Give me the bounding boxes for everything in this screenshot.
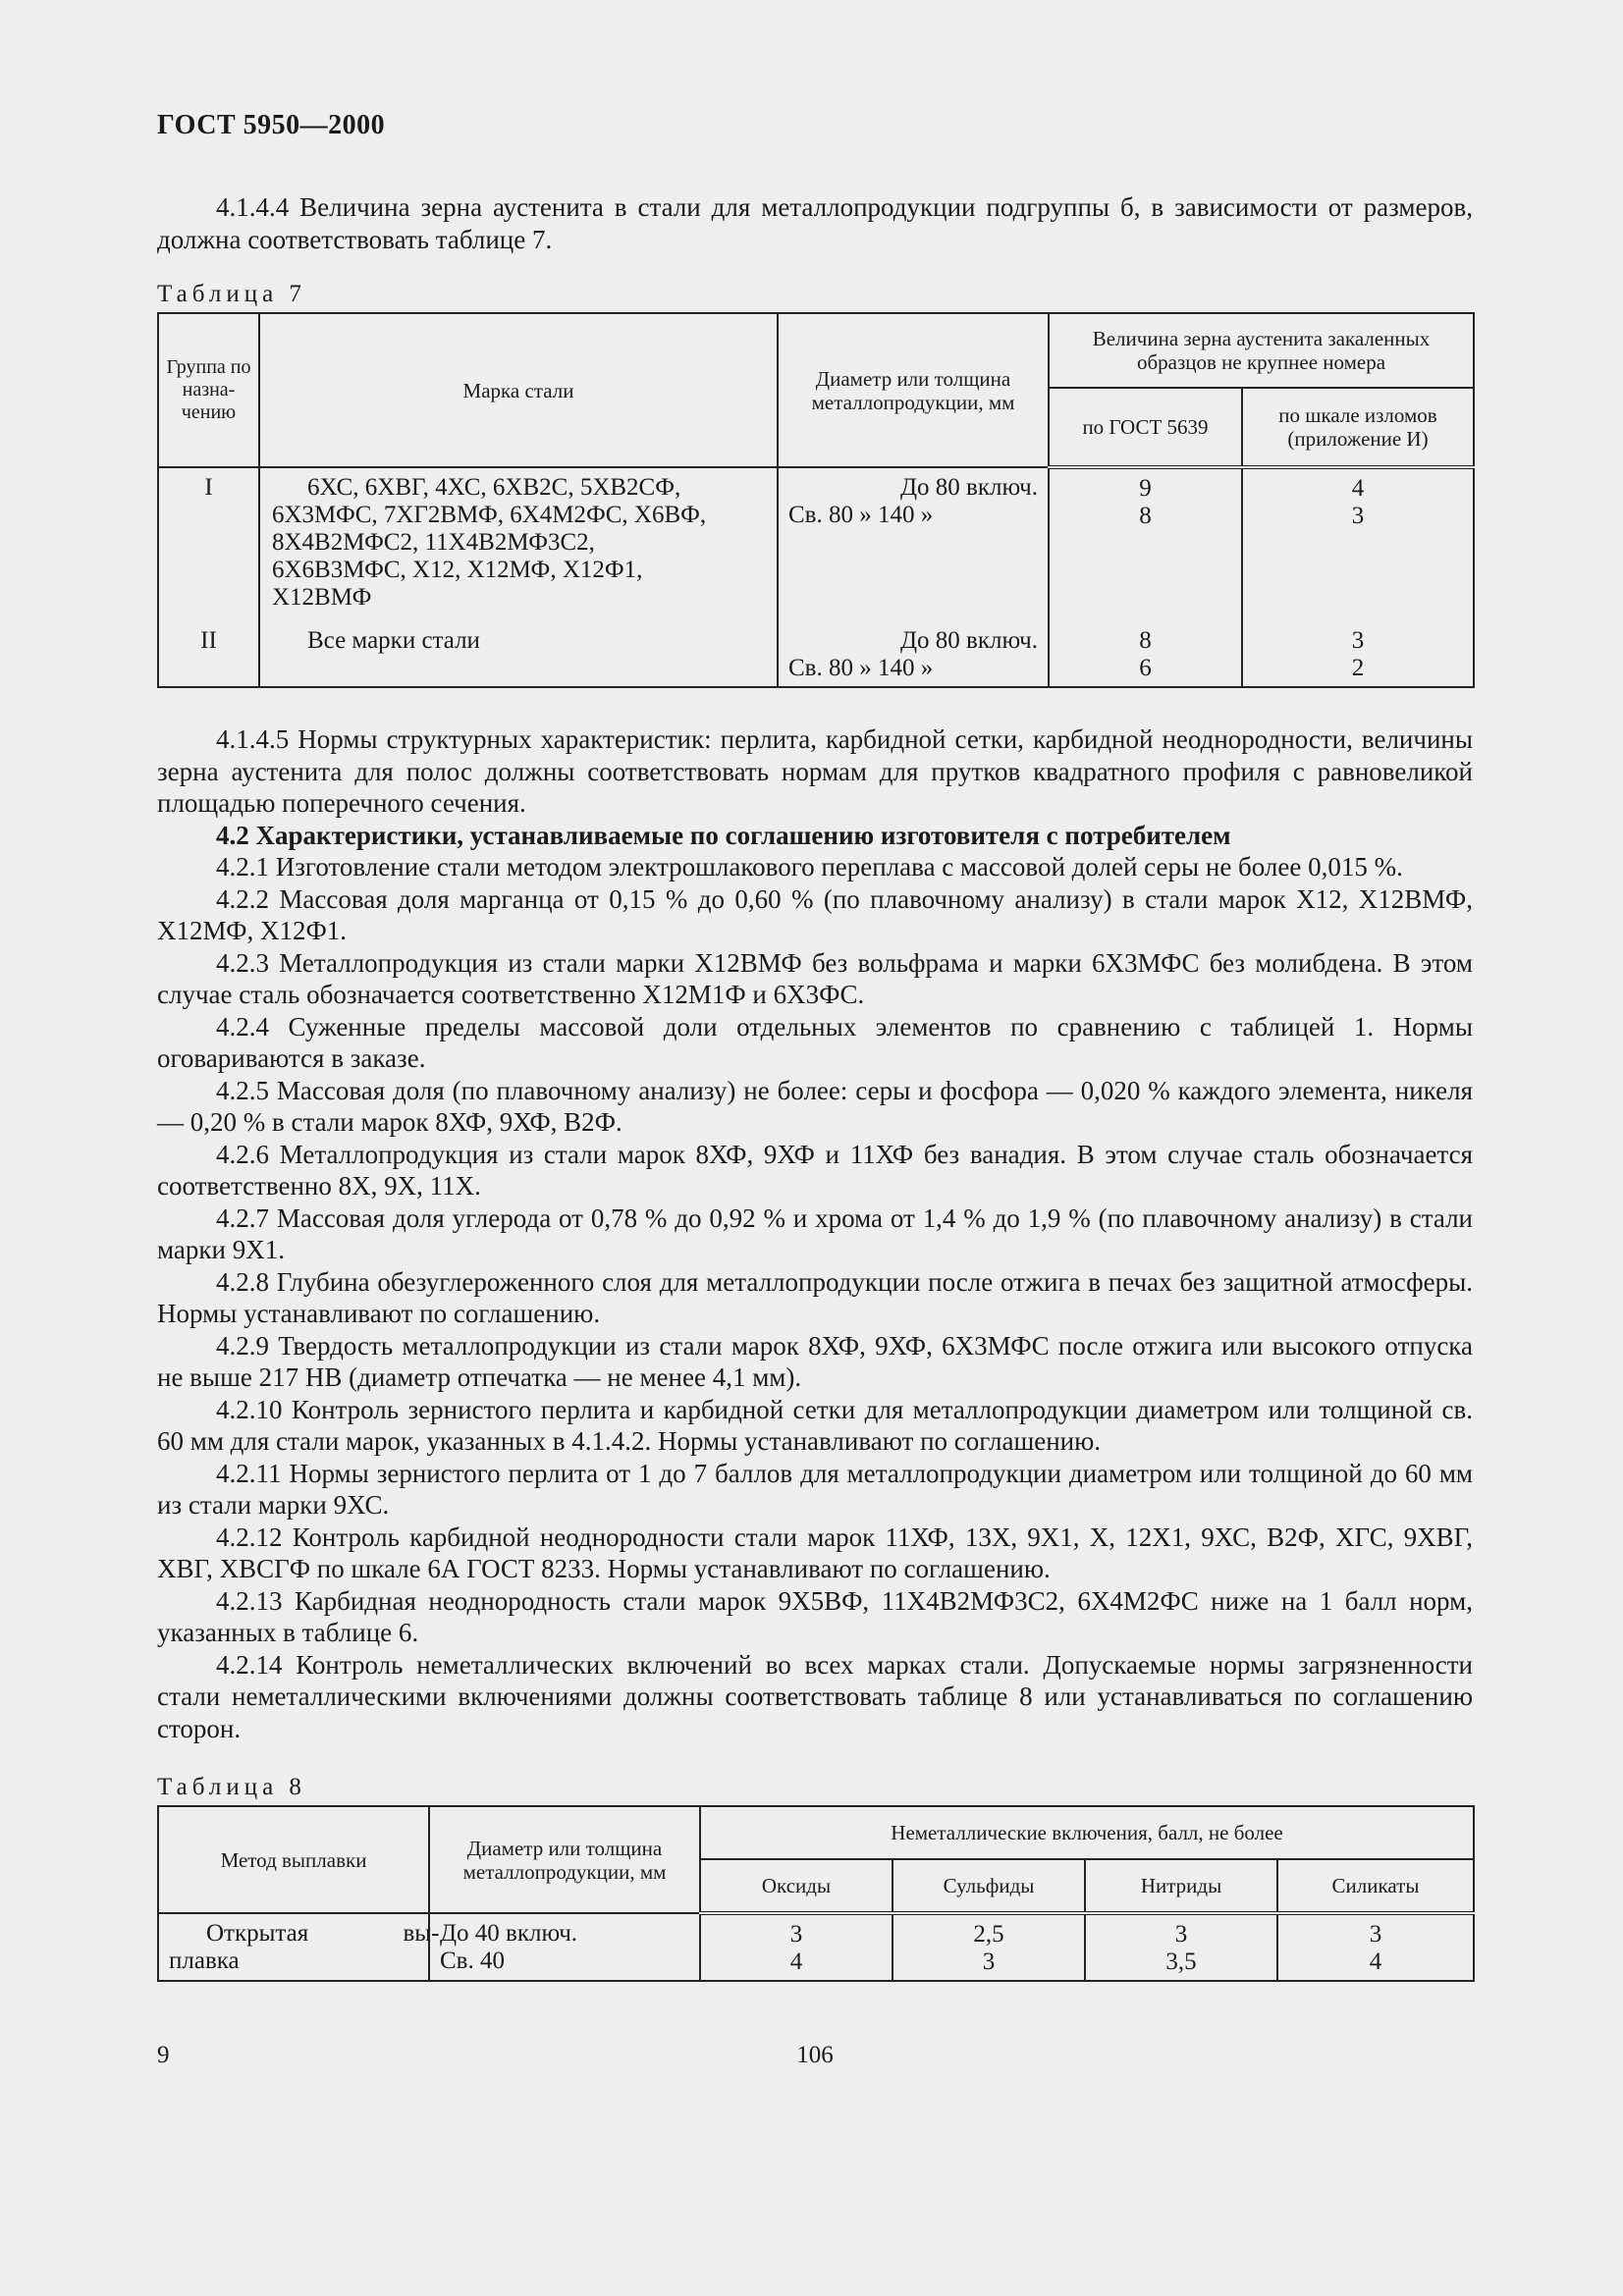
t7-header-group: Группа по назна- чению [158,313,259,467]
gost-value: 6 [1139,655,1152,681]
t7-header-gost5639: по ГОСТ 5639 [1049,388,1242,467]
document-header: ГОСТ 5950—2000 [157,110,386,140]
t8-silicates [1277,1913,1474,1981]
method-line: плавка [169,1948,240,1974]
paragraph-4-2-6: 4.2.6 Металлопродукция из стали марок 8ХФ, 9ХФ и 11ХФ без ванадия. В этом случае сталь обозначается соответственно 8Х, 9Х, 11Х. [157,1139,1473,1201]
silicates-value: 4 [1369,1949,1382,1975]
table-8 [157,1805,1475,1982]
table-row [158,1913,1474,1981]
paragraph-4-2-2: 4.2.2 Массовая доля марганца от 0,15 % до 0,60 % (по плавочному анализу) в стали марок Х12, Х12ВМФ, Х12МФ, Х12Ф1. [157,883,1473,945]
t8-sizes [429,1913,700,1981]
t8-oxides [700,1913,893,1981]
t7-header-fracture: по шкале изломов (приложение И) [1242,388,1474,467]
paragraph-4-1-4-5: 4.1.4.5 Нормы структурных характеристик: перлита, карбидной сетки, карбидной неоднородности, величины зерна аустенита для полос должны соответствовать нормам для прутков квадратного профиля с равновеликой площадью поперечного сечения. [157,724,1473,818]
size-line: Св. 80 » 140 » [788,502,934,528]
t8-header-method: Метод выплавки [158,1806,429,1913]
t8-header-silicates: Силикаты [1277,1859,1474,1913]
paragraph-4-2-9: 4.2.9 Твердость металлопродукции из стали марок 8ХФ, 9ХФ, 6Х3МФС после отжига или высокого отпуска не выше 217 НВ (диаметр отпечатка — не менее 4,1 мм). [157,1330,1473,1392]
size-line: До 80 включ. [899,627,1038,654]
paragraph-4-2-4: 4.2.4 Суженные пределы массовой доли отдельных элементов по сравнению с таблицей 1. Нормы оговариваются в заказе. [157,1011,1473,1073]
t7-gost [1049,467,1242,615]
t7-scale [1242,467,1474,615]
paragraph-4-2-7: 4.2.7 Массовая доля углерода от 0,78 % до 0,92 % и хрома от 1,4 % до 1,9 % (по плавочному анализу) в стали марки 9Х1. [157,1202,1473,1264]
t7-group: II [158,615,259,687]
gost-value: 8 [1139,503,1152,529]
nitrides-value: 3,5 [1165,1949,1197,1975]
t8-header-size: Диаметр или толщина металлопродукции, мм [429,1806,700,1913]
scale-value: 3 [1351,503,1365,529]
page-number-center: 106 [796,2042,834,2068]
content [157,191,1473,1982]
paragraph-4-2-8: 4.2.8 Глубина обезуглероженного слоя для металлопродукции после отжига в печах без защитной атмосферы. Нормы устанавливают по соглашению. [157,1266,1473,1328]
table-row [158,467,1474,615]
size-line: До 80 включ. [899,474,1038,501]
table-row [158,615,1474,687]
table-7 [157,312,1475,688]
t7-grades [259,615,778,687]
t7-group: I [158,467,259,615]
t7-header-grade: Марка стали [259,313,778,467]
sulfides-value: 3 [982,1949,996,1975]
grade-line: 8Х4В2МФС2, 11Х4В2МФ3С2, [272,529,595,556]
grade-line: Все марки стали [307,627,480,654]
gost-value: 8 [1139,627,1152,654]
silicates-value: 3 [1369,1921,1382,1948]
t8-header-nitrides: Нитриды [1085,1859,1277,1913]
table8-caption: Таблица 8 [157,1774,306,1800]
paragraph-4-2-13: 4.2.13 Карбидная неоднородность стали марок 9Х5ВФ, 11Х4В2МФ3С2, 6Х4М2ФС ниже на 1 балл норм, указанных в таблице 6. [157,1585,1473,1647]
paragraph-4-2-14: 4.2.14 Контроль неметаллических включений во всех марках стали. Допускаемые нормы загрязненности стали неметаллическими включениями должны соответствовать таблице 8 или устанавливаться по соглашению сторон. [157,1649,1473,1743]
method-line: Открытая вы- [206,1920,440,1947]
t7-header-size: Диаметр или толщина металлопродукции, мм [778,313,1049,467]
page-number-left: 9 [157,2042,170,2068]
section-heading-4-2: 4.2 Характеристики, устанавливаемые по соглашению изготовителя с потребителем [216,820,1231,850]
paragraph-4-1-4-4: 4.1.4.4 Величина зерна аустенита в стали для металлопродукции подгруппы б, в зависимости от размеров, должна соответствовать таблице 7. [157,192,1473,254]
t7-grades [259,467,778,615]
size-line: До 40 включ. [440,1920,578,1947]
t7-gost [1049,615,1242,687]
sulfides-value: 2,5 [973,1921,1004,1948]
gost-value: 9 [1139,475,1152,502]
scale-value: 4 [1351,475,1365,502]
t8-header-sulfides: Сульфиды [893,1859,1085,1913]
paragraph-4-2-1: 4.2.1 Изготовление стали методом электрошлакового переплава с массовой долей серы не более 0,015 %. [216,852,1403,881]
oxides-value: 4 [789,1949,803,1975]
grade-line: 6ХС, 6ХВГ, 4ХС, 6ХВ2С, 5ХВ2СФ, [307,474,681,501]
scale-value: 3 [1351,627,1365,654]
paragraph-4-2-3: 4.2.3 Металлопродукция из стали марки Х12ВМФ без вольфрама и марки 6Х3МФС без молибдена. В этом случае сталь обозначается соответственно Х12М1Ф и 6Х3ФС. [157,947,1473,1009]
paragraph-4-2-12: 4.2.12 Контроль карбидной неоднородности стали марок 11ХФ, 13Х, 9Х1, Х, 12Х1, 9ХС, В2Ф, ХГС, 9ХВГ, ХВГ, ХВСГФ по шкале 6А ГОСТ 8233. Нормы устанавливают по соглашению. [157,1522,1473,1583]
grade-line: Х12ВМФ [272,584,372,611]
paragraph-4-2-10: 4.2.10 Контроль зернистого перлита и карбидной сетки для металлопродукции диаметром или толщиной св. 60 мм для стали марок, указанных в 4.1.4.2. Нормы устанавливают по соглашению. [157,1394,1473,1456]
grade-line: 6Х3МФС, 7ХГ2ВМФ, 6Х4М2ФС, Х6ВФ, [272,502,707,528]
t8-header-oxides: Оксиды [700,1859,893,1913]
t7-sizes [778,467,1049,615]
t8-nitrides [1085,1913,1277,1981]
t8-header-inclusions: Неметаллические включения, балл, не более [700,1806,1474,1859]
nitrides-value: 3 [1174,1921,1188,1948]
t7-scale [1242,615,1474,687]
t8-sulfides [893,1913,1085,1981]
oxides-value: 3 [789,1921,803,1948]
grade-line: 6Х6В3МФС, Х12, Х12МФ, Х12Ф1, [272,557,643,583]
t8-method [158,1913,440,1981]
body-paragraphs [157,723,1473,1744]
size-line: Св. 40 [440,1948,505,1974]
t7-sizes [778,615,1049,687]
table7-caption: Таблица 7 [157,281,306,307]
paragraph-4-2-11: 4.2.11 Нормы зернистого перлита от 1 до 7 баллов для металлопродукции диаметром или толщиной до 60 мм из стали марки 9ХС. [157,1458,1473,1520]
t7-header-grain: Величина зерна аустенита закаленных образцов не крупнее номера [1049,313,1474,388]
scale-value: 2 [1351,655,1365,681]
size-line: Св. 80 » 140 » [788,655,934,681]
paragraph-4-2-5: 4.2.5 Массовая доля (по плавочному анализу) не более: серы и фосфора — 0,020 % каждого элемента, никеля — 0,20 % в стали марок 8ХФ, 9ХФ, В2Ф. [157,1075,1473,1137]
